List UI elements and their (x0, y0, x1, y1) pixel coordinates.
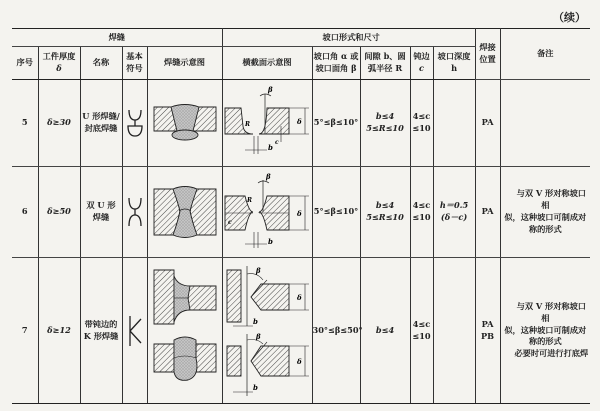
cell-remark-line2: 似，这种坡口可制成对 (504, 324, 587, 335)
u-weld-diagram-icon (152, 101, 218, 145)
cell-root-line2: ≤10 (412, 330, 431, 341)
cell-name-line1: 双 U 形 (86, 200, 116, 211)
cell-thickness: δ≥30 (38, 80, 80, 167)
label-R: R (245, 121, 251, 128)
label-delta: δ (297, 356, 302, 366)
table-row (12, 80, 590, 167)
cell-gap (360, 80, 410, 167)
cell-angle: 5°≤β≤10° (312, 80, 360, 167)
cell-root-face (410, 167, 433, 258)
cell-angle: 30°≤β≤50° (312, 258, 360, 404)
cell-thickness: δ≥50 (38, 167, 80, 258)
u-groove-backing-symbol-icon (127, 108, 143, 138)
cell-root-line1: 4≤c (412, 318, 431, 329)
table-row (12, 167, 590, 258)
cell-name-line2: K 形焊缝 (83, 330, 119, 341)
table-row (12, 258, 590, 404)
header-symbol (122, 47, 147, 80)
header-angle (312, 47, 360, 80)
cell-weld-diagram (147, 258, 222, 404)
cell-position-line1: PA (481, 206, 494, 217)
double-u-symbol-icon (127, 196, 143, 228)
double-u-cross-section-icon (223, 172, 311, 252)
cell-depth-line2: (δ－c) (440, 212, 468, 222)
label-delta: δ (297, 209, 302, 218)
cell-name (80, 167, 122, 258)
continuation-label: （续） (553, 11, 586, 24)
cell-remarks (500, 167, 590, 258)
cell-depth (433, 167, 475, 258)
cell-name (80, 80, 122, 167)
k-groove-symbol-icon (127, 314, 143, 348)
k-weld-diagram-icon (152, 266, 218, 396)
double-u-weld-diagram-icon (152, 185, 218, 239)
cell-remark-line3: 称的形式 (528, 336, 562, 347)
header-symbol-line1: 基本 (126, 51, 143, 62)
cell-no: 5 (12, 80, 38, 167)
header-position-line1: 焊接 (479, 42, 496, 53)
cell-remark-text1: 与双 V 形对称坡口相 (516, 188, 586, 211)
cell-cross-section (222, 258, 312, 404)
header-weld-diagram: 焊缝示意图 (147, 47, 222, 80)
header-root-face-line1: 钝边 (413, 51, 430, 62)
cell-root-face (410, 80, 433, 167)
cell-root-line2: ≤10 (412, 123, 431, 133)
cell-root-line1: 4≤c (412, 200, 431, 211)
label-beta: β (266, 172, 271, 181)
cell-remarks (500, 80, 590, 167)
label-beta: β (268, 86, 273, 94)
cell-symbol (122, 258, 147, 404)
header-thickness-symbol: δ (56, 63, 62, 73)
cell-gap-line2: 5≤R≤10 (366, 212, 404, 222)
label-c: c (228, 219, 232, 226)
cell-root-line2: ≤10 (412, 212, 431, 222)
cell-name-line2: 焊缝 (92, 212, 110, 222)
group-header-weld: 焊缝 (12, 29, 222, 47)
cell-root-line1: 4≤c (412, 111, 431, 122)
label-b: b (253, 382, 258, 392)
header-root-face (410, 47, 433, 80)
header-gap-line2: 弧半径 R (367, 63, 403, 73)
header-cross-section: 横截面示意图 (222, 47, 312, 80)
cell-cross-section (222, 167, 312, 258)
label-b: b (253, 316, 258, 326)
cell-gap-line2: 5≤R≤10 (366, 123, 404, 133)
label-c: c (275, 139, 279, 146)
label-beta: β (256, 265, 261, 275)
header-name: 名称 (80, 47, 122, 80)
cell-remark-line3: 称的形式 (528, 223, 562, 234)
cell-position-line2: PB (481, 330, 495, 341)
cell-name-line2: 封底焊缝 (84, 123, 118, 133)
cell-remarks (500, 258, 590, 404)
cell-position (475, 167, 500, 258)
cell-depth-line1: h＝0.5 (439, 200, 469, 211)
header-root-face-line2: c (419, 63, 425, 73)
cell-position-line1: PA (481, 117, 494, 128)
cell-gap (360, 167, 410, 258)
cell-angle: 5°≤β≤10° (312, 167, 360, 258)
cell-gap-line1: b≤4 (375, 324, 395, 335)
group-header-groove: 坡口形式和尺寸 (222, 29, 475, 47)
cell-position-line1: PA (481, 318, 494, 329)
header-position (475, 29, 500, 80)
weld-groove-table (12, 28, 590, 404)
label-b: b (268, 143, 273, 152)
header-remarks: 备注 (500, 29, 590, 80)
cell-name-line1: U 形焊缝/ (82, 111, 120, 122)
cell-remark-line4 (501, 348, 591, 360)
label-b: b (268, 237, 273, 246)
header-position-line2: 位置 (479, 54, 496, 64)
cell-position (475, 80, 500, 167)
header-angle-line1: 坡口角 α 或 (313, 51, 359, 62)
header-thickness-label: 工件厚度 (42, 51, 76, 62)
cell-gap-line1: b≤4 (375, 111, 395, 122)
header-gap (360, 47, 410, 80)
cell-thickness: δ≥12 (38, 258, 80, 404)
cell-weld-diagram (147, 167, 222, 258)
label-R: R (247, 197, 253, 204)
cell-gap (360, 258, 410, 404)
cell-remark-text1: 与双 V 形对称坡口相 (516, 300, 586, 323)
cell-position (475, 258, 500, 404)
cell-weld-diagram (147, 80, 222, 167)
header-depth: 坡口深度 h (433, 47, 475, 80)
cell-cross-section (222, 80, 312, 167)
header-no: 序号 (12, 47, 38, 80)
cell-remark-line2: 似，这种坡口可制成对 (504, 212, 587, 222)
cell-name-line1: 带钝边的 (84, 318, 118, 329)
cell-gap-line1: b≤4 (375, 200, 395, 211)
label-delta: δ (297, 117, 302, 126)
cell-remark-line1 (501, 301, 591, 325)
cell-symbol (122, 167, 147, 258)
cell-root-face (410, 258, 433, 404)
cell-name (80, 258, 122, 404)
k-groove-cross-section-icon (223, 262, 311, 400)
cell-depth (433, 258, 475, 404)
cell-no: 7 (12, 258, 38, 404)
header-symbol-line2: 符号 (126, 63, 143, 73)
header-gap-line1: 间隙 b、圆 (364, 51, 406, 62)
cell-remark-line1 (501, 188, 591, 212)
u-groove-cross-section-icon (223, 86, 311, 160)
header-thickness (38, 47, 80, 80)
cell-no: 6 (12, 167, 38, 258)
cell-remark-text4: 必要时可进行打底焊 (514, 348, 589, 359)
cell-symbol (122, 80, 147, 167)
label-beta: β (256, 331, 261, 341)
cell-depth (433, 80, 475, 167)
header-angle-line2: 坡口面角 β (315, 63, 357, 73)
label-delta: δ (297, 292, 302, 302)
